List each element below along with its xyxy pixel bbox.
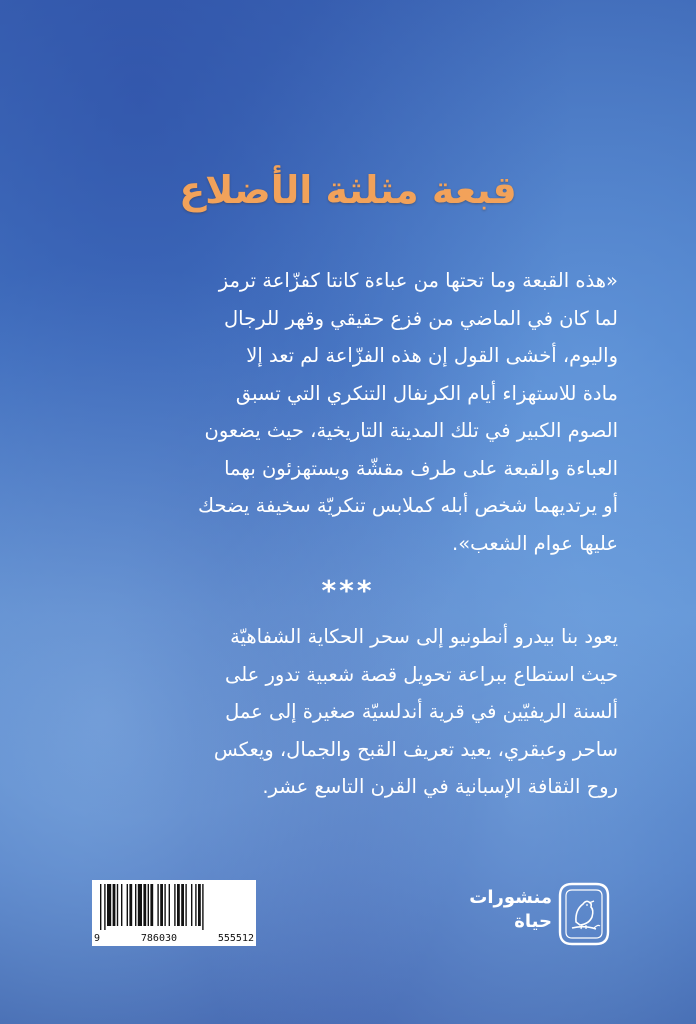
barcode-bar <box>129 884 132 926</box>
barcode-bar <box>113 884 116 926</box>
barcode-bar <box>164 884 165 926</box>
publisher-mark <box>470 882 620 948</box>
barcode-bar <box>121 884 122 926</box>
barcode-bar <box>202 884 203 930</box>
barcode-bar <box>198 884 201 926</box>
paragraph-line: مادة للاستهزاء أيام الكرنفال التنكري التي تسبق <box>235 381 618 405</box>
paragraph-line: عليها عوام الشعب». <box>452 531 618 555</box>
barcode-bar <box>157 884 158 926</box>
barcode-bar <box>127 884 128 926</box>
isbn-digit-group: 555512 <box>217 933 254 944</box>
barcode-bar <box>117 884 118 926</box>
paragraph-line: الصوم الكبير في تلك المدينة التاريخية، حيث يضعون <box>204 419 618 442</box>
barcode-bar <box>177 884 180 926</box>
paragraph-line: العباءة والقبعة على طرف مقشّة ويستهزئون بهما <box>224 456 618 480</box>
publisher-name-line2: حياة <box>514 911 552 932</box>
barcode-bar <box>135 884 136 926</box>
description-paragraph <box>94 618 618 806</box>
paragraph-line: «هذه القبعة وما تحتها من عباءة كانتا كفزّاعة ترمز <box>218 269 618 292</box>
paragraph-line: ساحر وعبقري، يعيد تعريف القبح والجمال، ويعكس <box>213 737 618 761</box>
paragraph-line: ألسنة الريفيّين في قرية أندلسيّة صغيرة إلى عمل <box>225 700 618 723</box>
paragraph-line: لما كان في الماضي من فزع حقيقي وقهر للرجال <box>224 306 618 330</box>
barcode-bar <box>195 884 196 926</box>
barcode-bar <box>185 884 186 926</box>
barcode-bar <box>150 884 153 926</box>
barcode-bars <box>100 884 248 930</box>
barcode-bar <box>169 884 170 926</box>
barcode-bar <box>107 884 111 926</box>
paragraph-line: حيث استطاع ببراعة تحويل قصة شعبية تدور على <box>224 662 618 686</box>
paragraph-line: واليوم، أخشى القول إن هذه الفزّاعة لم تعد إلا <box>246 344 618 367</box>
barcode-bar <box>160 884 163 926</box>
publisher-name-line1: منشورات <box>469 887 552 908</box>
paragraph-line: يعود بنا بيدرو أنطونيو إلى سحر الحكاية الشفاهيّة <box>230 625 618 648</box>
section-separator: *** <box>321 574 375 607</box>
barcode-bar <box>181 884 184 926</box>
book-title: قبعة مثلثة الأضلاع <box>179 168 517 212</box>
barcode-bar <box>100 884 101 930</box>
barcode-bar <box>191 884 192 926</box>
barcode-bar <box>174 884 175 926</box>
barcode-bar <box>138 884 142 926</box>
paragraph-line: أو يرتديهما شخص أبله كملابس تنكريّة سخيفة يضحك <box>198 494 618 517</box>
barcode-bar <box>143 884 146 926</box>
publisher-name <box>469 886 552 934</box>
isbn-digit-group: 786030 <box>140 933 178 944</box>
isbn-digit-group: 9 <box>94 933 101 944</box>
isbn-barcode <box>92 880 256 946</box>
bird-on-branch-icon <box>558 882 610 946</box>
barcode-bar <box>148 884 149 926</box>
barcode-bar <box>104 884 105 930</box>
isbn-number <box>94 933 254 944</box>
paragraph-line: روح الثقافة الإسبانية في القرن التاسع عشر. <box>262 775 618 798</box>
quote-paragraph <box>94 262 618 562</box>
